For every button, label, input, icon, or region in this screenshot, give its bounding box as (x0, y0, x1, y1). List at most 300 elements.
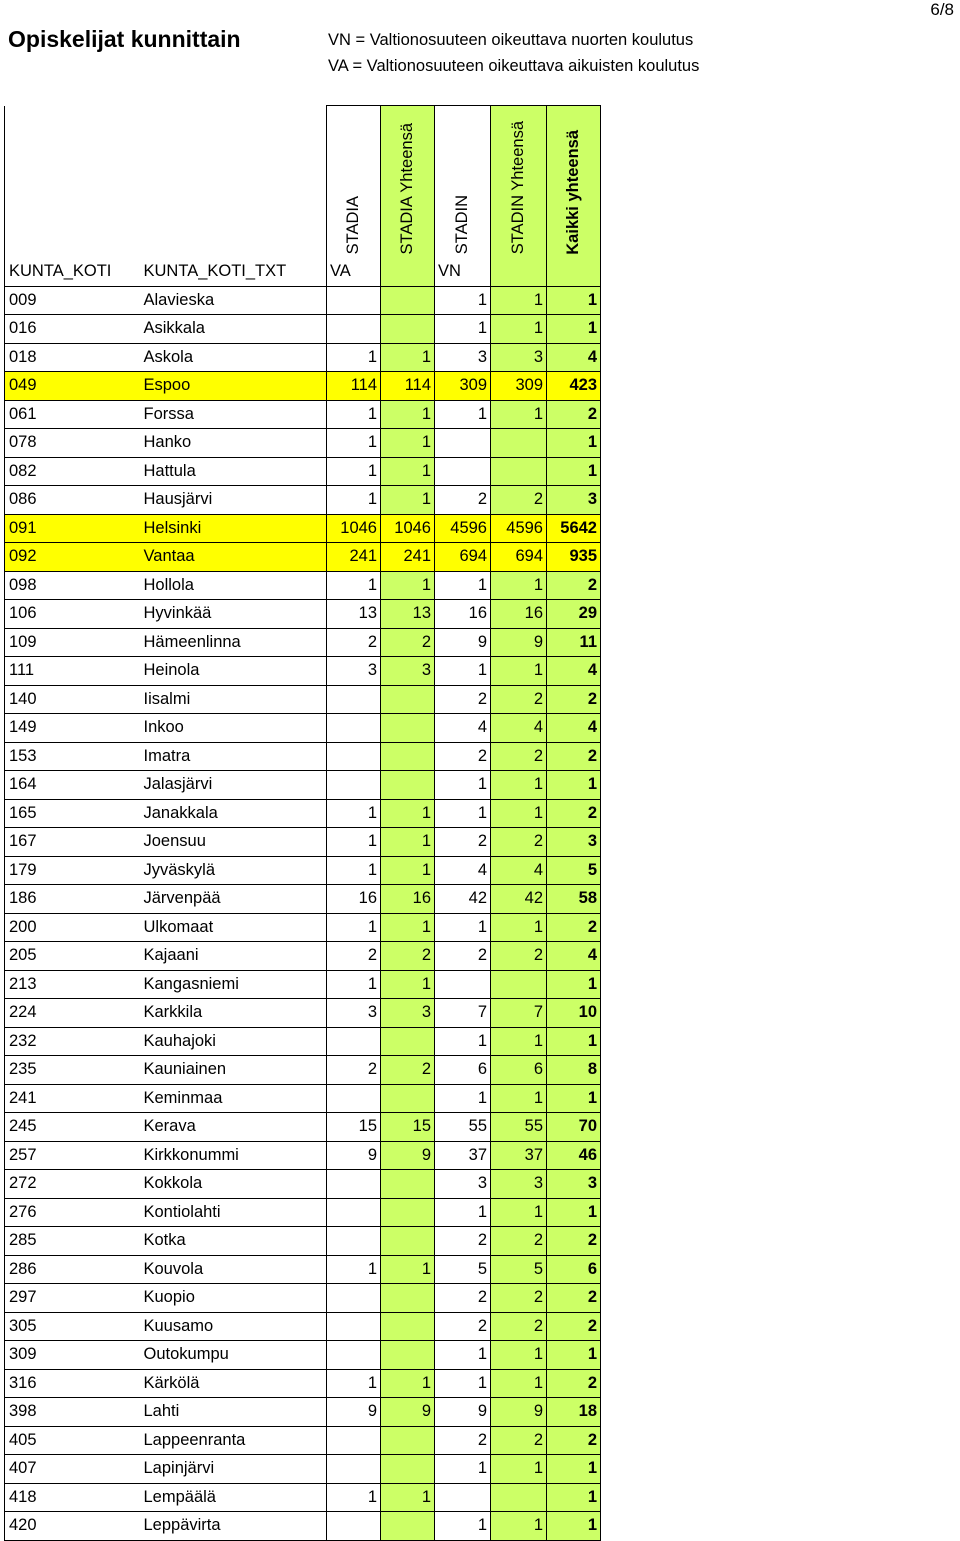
stadin-total-cell: 1 (491, 913, 547, 942)
stadin-total-cell: 1 (491, 657, 547, 686)
municipality-name-cell: Helsinki (141, 514, 327, 543)
stadia-va-cell: 1 (327, 970, 381, 999)
municipality-code-cell: 309 (5, 1341, 141, 1370)
stadia-va-cell: 9 (327, 1398, 381, 1427)
stadin-total-cell: 3 (491, 343, 547, 372)
grand-total-cell: 1 (547, 771, 601, 800)
stadin-vn-cell: 9 (435, 628, 491, 657)
table-row (5, 1027, 601, 1056)
stadin-vn-cell: 5 (435, 1255, 491, 1284)
municipality-name-cell: Kauhajoki (141, 1027, 327, 1056)
stadin-total-cell: 9 (491, 1398, 547, 1427)
stadin-vn-cell: 694 (435, 543, 491, 572)
stadia-va-cell: 2 (327, 942, 381, 971)
stadia-va-cell (327, 685, 381, 714)
grand-total-cell: 2 (547, 742, 601, 771)
municipality-name-cell: Lapinjärvi (141, 1455, 327, 1484)
municipality-name-cell: Kotka (141, 1227, 327, 1256)
municipality-name-cell: Outokumpu (141, 1341, 327, 1370)
stadia-va-cell (327, 1455, 381, 1484)
stadia-total-cell (381, 742, 435, 771)
table-row (5, 1369, 601, 1398)
stadin-vn-cell: 2 (435, 685, 491, 714)
stadin-vn-cell: 1 (435, 1512, 491, 1541)
table-row (5, 628, 601, 657)
table-row (5, 1512, 601, 1541)
municipality-code-cell: 418 (5, 1483, 141, 1512)
stadin-vn-cell: 2 (435, 486, 491, 515)
municipality-name-cell: Kuusamo (141, 1312, 327, 1341)
table-row (5, 970, 601, 999)
grand-total-cell: 5 (547, 856, 601, 885)
stadia-total-cell (381, 286, 435, 315)
stadin-total-cell: 37 (491, 1141, 547, 1170)
municipality-name-cell: Kouvola (141, 1255, 327, 1284)
stadin-vn-cell: 2 (435, 828, 491, 857)
municipality-code-cell: 149 (5, 714, 141, 743)
grand-total-cell: 6 (547, 1255, 601, 1284)
stadin-total-cell (491, 429, 547, 458)
municipality-code-cell: 018 (5, 343, 141, 372)
grand-total-cell: 1 (547, 457, 601, 486)
stadia-total-cell: 1 (381, 400, 435, 429)
grand-total-cell: 2 (547, 913, 601, 942)
stadin-vn-cell: 1 (435, 913, 491, 942)
municipality-code-cell: 232 (5, 1027, 141, 1056)
table-row (5, 856, 601, 885)
municipality-name-cell: Heinola (141, 657, 327, 686)
stadin-vn-cell: 6 (435, 1056, 491, 1085)
municipality-name-cell: Jalasjärvi (141, 771, 327, 800)
stadia-va-cell: 1 (327, 571, 381, 600)
municipality-code-cell: 297 (5, 1284, 141, 1313)
stadia-va-cell (327, 742, 381, 771)
stadia-total-cell: 1 (381, 429, 435, 458)
stadia-total-cell: 1 (381, 828, 435, 857)
municipality-code-cell: 224 (5, 999, 141, 1028)
stadia-total-cell: 1 (381, 1255, 435, 1284)
stadia-total-cell: 2 (381, 1056, 435, 1085)
municipality-code-cell: 167 (5, 828, 141, 857)
stadin-total-cell: 1 (491, 771, 547, 800)
stadia-va-cell: 1 (327, 429, 381, 458)
stadia-va-cell (327, 1084, 381, 1113)
stadia-va-cell (327, 1341, 381, 1370)
municipality-code-cell: 109 (5, 628, 141, 657)
municipality-name-cell: Lappeenranta (141, 1426, 327, 1455)
stadin-total-cell: 1 (491, 571, 547, 600)
stadin-vn-cell: 1 (435, 1084, 491, 1113)
table-row (5, 771, 601, 800)
municipality-name-cell: Kauniainen (141, 1056, 327, 1085)
stadin-total-cell: 2 (491, 1227, 547, 1256)
municipality-name-cell: Iisalmi (141, 685, 327, 714)
header-blank (491, 258, 547, 287)
stadin-vn-cell: 1 (435, 1198, 491, 1227)
municipality-code-cell: 241 (5, 1084, 141, 1113)
grand-total-cell: 1 (547, 970, 601, 999)
stadia-total-cell (381, 714, 435, 743)
table-row (5, 1056, 601, 1085)
stadin-vn-cell: 1 (435, 1027, 491, 1056)
grand-total-cell: 10 (547, 999, 601, 1028)
municipality-code-cell: 245 (5, 1113, 141, 1142)
stadia-va-cell: 9 (327, 1141, 381, 1170)
municipality-name-cell: Jyväskylä (141, 856, 327, 885)
stadia-total-cell: 16 (381, 885, 435, 914)
municipality-name-cell: Kirkkonummi (141, 1141, 327, 1170)
rotated-header-row (5, 106, 601, 258)
stadin-total-cell: 2 (491, 486, 547, 515)
stadin-vn-cell: 2 (435, 742, 491, 771)
table-row (5, 942, 601, 971)
stadia-total-cell: 13 (381, 600, 435, 629)
municipality-code-cell: 407 (5, 1455, 141, 1484)
stadia-total-cell: 3 (381, 999, 435, 1028)
stadia-total-cell: 1 (381, 970, 435, 999)
table-row (5, 1483, 601, 1512)
header-kunta-koti: KUNTA_KOTI (5, 258, 141, 287)
municipality-name-cell: Inkoo (141, 714, 327, 743)
stadia-va-cell: 3 (327, 657, 381, 686)
stadia-va-cell: 1 (327, 486, 381, 515)
table-row (5, 486, 601, 515)
stadin-total-cell: 2 (491, 1426, 547, 1455)
stadin-total-cell: 2 (491, 685, 547, 714)
stadin-vn-cell: 1 (435, 657, 491, 686)
stadin-vn-cell: 4596 (435, 514, 491, 543)
municipality-name-cell: Hollola (141, 571, 327, 600)
municipality-code-cell: 098 (5, 571, 141, 600)
municipality-code-cell: 286 (5, 1255, 141, 1284)
stadin-vn-cell: 4 (435, 856, 491, 885)
stadia-total-cell: 1 (381, 913, 435, 942)
municipality-name-cell: Kajaani (141, 942, 327, 971)
stadia-total-cell (381, 1227, 435, 1256)
grand-total-cell: 4 (547, 343, 601, 372)
stadin-vn-cell: 55 (435, 1113, 491, 1142)
grand-total-cell: 1 (547, 315, 601, 344)
stadin-total-cell: 7 (491, 999, 547, 1028)
stadin-vn-cell: 1 (435, 799, 491, 828)
grand-total-cell: 58 (547, 885, 601, 914)
stadia-total-cell (381, 1512, 435, 1541)
stadin-total-cell: 42 (491, 885, 547, 914)
stadin-total-cell: 2 (491, 1312, 547, 1341)
stadia-va-cell (327, 714, 381, 743)
municipality-code-cell: 179 (5, 856, 141, 885)
municipality-name-cell: Asikkala (141, 315, 327, 344)
municipality-name-cell: Hämeenlinna (141, 628, 327, 657)
stadia-total-cell (381, 1426, 435, 1455)
stadia-total-cell: 114 (381, 372, 435, 401)
municipality-code-cell: 305 (5, 1312, 141, 1341)
stadia-total-cell: 1 (381, 856, 435, 885)
stadia-va-cell (327, 1227, 381, 1256)
stadia-total-cell: 1 (381, 799, 435, 828)
stadia-va-cell: 1 (327, 1369, 381, 1398)
header-stadia-total: STADIA Yhteensä (398, 123, 416, 255)
stadia-total-cell: 1 (381, 486, 435, 515)
stadin-total-cell: 694 (491, 543, 547, 572)
municipality-name-cell: Forssa (141, 400, 327, 429)
municipality-code-cell: 272 (5, 1170, 141, 1199)
municipality-code-cell: 257 (5, 1141, 141, 1170)
grand-total-cell: 18 (547, 1398, 601, 1427)
stadin-vn-cell: 2 (435, 942, 491, 971)
stadia-va-cell: 1 (327, 457, 381, 486)
stadia-total-cell (381, 1284, 435, 1313)
municipality-name-cell: Hyvinkää (141, 600, 327, 629)
municipality-name-cell: Kontiolahti (141, 1198, 327, 1227)
stadin-total-cell: 1 (491, 1369, 547, 1398)
stadia-total-cell: 1 (381, 457, 435, 486)
table-row (5, 1398, 601, 1427)
municipality-code-cell: 086 (5, 486, 141, 515)
grand-total-cell: 1 (547, 1483, 601, 1512)
stadin-vn-cell (435, 457, 491, 486)
table-row (5, 1341, 601, 1370)
stadia-va-cell: 1046 (327, 514, 381, 543)
grand-total-cell: 1 (547, 1198, 601, 1227)
municipality-name-cell: Kärkölä (141, 1369, 327, 1398)
stadia-va-cell: 1 (327, 828, 381, 857)
stadin-total-cell: 2 (491, 742, 547, 771)
municipality-code-cell: 091 (5, 514, 141, 543)
stadin-vn-cell (435, 970, 491, 999)
table-row (5, 543, 601, 572)
municipality-code-cell: 049 (5, 372, 141, 401)
stadin-total-cell: 4596 (491, 514, 547, 543)
table-row (5, 1455, 601, 1484)
stadia-va-cell: 1 (327, 1483, 381, 1512)
stadin-total-cell: 1 (491, 1084, 547, 1113)
table-row (5, 286, 601, 315)
stadin-total-cell: 1 (491, 1341, 547, 1370)
stadia-total-cell: 3 (381, 657, 435, 686)
municipality-code-cell: 276 (5, 1198, 141, 1227)
municipality-name-cell: Leppävirta (141, 1512, 327, 1541)
municipality-code-cell: 016 (5, 315, 141, 344)
stadin-total-cell: 1 (491, 286, 547, 315)
grand-total-cell: 3 (547, 1170, 601, 1199)
stadin-vn-cell: 2 (435, 1227, 491, 1256)
table-row (5, 685, 601, 714)
table-row (5, 1141, 601, 1170)
municipality-code-cell: 153 (5, 742, 141, 771)
table-row (5, 457, 601, 486)
stadin-vn-cell: 3 (435, 343, 491, 372)
stadia-total-cell: 1 (381, 343, 435, 372)
grand-total-cell: 2 (547, 1227, 601, 1256)
stadia-total-cell (381, 771, 435, 800)
stadin-vn-cell: 2 (435, 1284, 491, 1313)
table-row (5, 1255, 601, 1284)
stadia-va-cell (327, 1198, 381, 1227)
table-row (5, 1426, 601, 1455)
municipality-name-cell: Lahti (141, 1398, 327, 1427)
stadia-total-cell: 1 (381, 1483, 435, 1512)
grand-total-cell: 1 (547, 1341, 601, 1370)
grand-total-cell: 423 (547, 372, 601, 401)
grand-total-cell: 70 (547, 1113, 601, 1142)
stadia-total-cell (381, 1312, 435, 1341)
header-stadin: STADIN (453, 195, 471, 255)
stadia-total-cell (381, 1455, 435, 1484)
grand-total-cell: 2 (547, 799, 601, 828)
municipality-code-cell: 235 (5, 1056, 141, 1085)
stadia-va-cell: 13 (327, 600, 381, 629)
stadia-va-cell: 3 (327, 999, 381, 1028)
municipality-name-cell: Espoo (141, 372, 327, 401)
municipality-name-cell: Ulkomaat (141, 913, 327, 942)
stadia-va-cell (327, 1512, 381, 1541)
table-row (5, 514, 601, 543)
stadia-va-cell (327, 1284, 381, 1313)
municipality-name-cell: Hanko (141, 429, 327, 458)
grand-total-cell: 8 (547, 1056, 601, 1085)
municipality-name-cell: Hausjärvi (141, 486, 327, 515)
stadin-total-cell: 1 (491, 799, 547, 828)
municipality-code-cell: 398 (5, 1398, 141, 1427)
municipality-name-cell: Vantaa (141, 543, 327, 572)
municipality-code-cell: 186 (5, 885, 141, 914)
stadin-vn-cell: 3 (435, 1170, 491, 1199)
table-row (5, 1227, 601, 1256)
municipality-name-cell: Keminmaa (141, 1084, 327, 1113)
header-vn: VN (435, 258, 491, 287)
grand-total-cell: 4 (547, 942, 601, 971)
stadia-va-cell: 2 (327, 628, 381, 657)
grand-total-cell: 3 (547, 828, 601, 857)
stadia-va-cell: 114 (327, 372, 381, 401)
grand-total-cell: 3 (547, 486, 601, 515)
stadia-total-cell: 1046 (381, 514, 435, 543)
stadin-total-cell: 9 (491, 628, 547, 657)
stadia-total-cell (381, 1170, 435, 1199)
stadin-total-cell: 1 (491, 400, 547, 429)
grand-total-cell: 4 (547, 714, 601, 743)
stadia-total-cell: 9 (381, 1141, 435, 1170)
grand-total-cell: 29 (547, 600, 601, 629)
stadin-vn-cell: 42 (435, 885, 491, 914)
table-row (5, 999, 601, 1028)
grand-total-cell: 2 (547, 685, 601, 714)
stadin-vn-cell: 1 (435, 771, 491, 800)
table-row (5, 372, 601, 401)
header-stadia: STADIA (344, 196, 362, 255)
stadia-total-cell: 1 (381, 571, 435, 600)
grand-total-cell: 2 (547, 571, 601, 600)
municipality-code-cell: 205 (5, 942, 141, 971)
stadia-va-cell (327, 1027, 381, 1056)
table-row (5, 913, 601, 942)
stadin-vn-cell: 309 (435, 372, 491, 401)
municipality-name-cell: Askola (141, 343, 327, 372)
header-stadin-total: STADIN Yhteensä (509, 121, 527, 255)
table-row (5, 315, 601, 344)
stadin-vn-cell: 2 (435, 1312, 491, 1341)
stadin-vn-cell: 1 (435, 1455, 491, 1484)
table-row (5, 600, 601, 629)
stadia-total-cell: 9 (381, 1398, 435, 1427)
municipality-name-cell: Hattula (141, 457, 327, 486)
municipality-name-cell: Järvenpää (141, 885, 327, 914)
stadin-total-cell: 1 (491, 1027, 547, 1056)
municipality-code-cell: 285 (5, 1227, 141, 1256)
stadin-vn-cell: 4 (435, 714, 491, 743)
stadin-vn-cell: 7 (435, 999, 491, 1028)
stadia-va-cell: 15 (327, 1113, 381, 1142)
municipality-code-cell: 009 (5, 286, 141, 315)
stadin-total-cell: 4 (491, 714, 547, 743)
page-number: 6/8 (930, 0, 954, 19)
students-by-municipality-table (4, 105, 601, 1541)
stadin-total-cell (491, 1483, 547, 1512)
grand-total-cell: 1 (547, 1455, 601, 1484)
grand-total-cell: 46 (547, 1141, 601, 1170)
grand-total-cell: 2 (547, 1369, 601, 1398)
table-row (5, 1312, 601, 1341)
stadin-total-cell: 1 (491, 1198, 547, 1227)
table-row (5, 1284, 601, 1313)
grand-total-cell: 1 (547, 286, 601, 315)
grand-total-cell: 2 (547, 1312, 601, 1341)
stadin-vn-cell: 1 (435, 571, 491, 600)
stadin-vn-cell: 1 (435, 1341, 491, 1370)
municipality-code-cell: 165 (5, 799, 141, 828)
stadin-vn-cell: 1 (435, 315, 491, 344)
stadia-total-cell (381, 685, 435, 714)
stadia-total-cell (381, 1084, 435, 1113)
stadia-va-cell: 1 (327, 400, 381, 429)
header-blank (381, 258, 435, 287)
municipality-code-cell: 061 (5, 400, 141, 429)
municipality-code-cell: 316 (5, 1369, 141, 1398)
label-header-row (5, 258, 601, 287)
stadin-total-cell: 5 (491, 1255, 547, 1284)
stadia-va-cell (327, 1426, 381, 1455)
stadia-va-cell: 1 (327, 856, 381, 885)
municipality-name-cell: Lempäälä (141, 1483, 327, 1512)
stadin-vn-cell: 9 (435, 1398, 491, 1427)
stadia-va-cell: 1 (327, 913, 381, 942)
table-row (5, 429, 601, 458)
municipality-name-cell: Kokkola (141, 1170, 327, 1199)
municipality-code-cell: 420 (5, 1512, 141, 1541)
municipality-code-cell: 200 (5, 913, 141, 942)
table-row (5, 657, 601, 686)
stadin-total-cell: 309 (491, 372, 547, 401)
stadin-vn-cell: 2 (435, 1426, 491, 1455)
stadia-va-cell (327, 771, 381, 800)
municipality-name-cell: Kerava (141, 1113, 327, 1142)
municipality-name-cell: Alavieska (141, 286, 327, 315)
stadia-total-cell: 1 (381, 1369, 435, 1398)
stadia-total-cell: 2 (381, 942, 435, 971)
stadin-total-cell: 16 (491, 600, 547, 629)
stadia-total-cell: 2 (381, 628, 435, 657)
table-row (5, 828, 601, 857)
table-row (5, 343, 601, 372)
municipality-code-cell: 213 (5, 970, 141, 999)
stadia-va-cell: 1 (327, 343, 381, 372)
municipality-code-cell: 164 (5, 771, 141, 800)
stadia-total-cell (381, 315, 435, 344)
municipality-code-cell: 078 (5, 429, 141, 458)
municipality-code-cell: 106 (5, 600, 141, 629)
stadia-total-cell (381, 1027, 435, 1056)
